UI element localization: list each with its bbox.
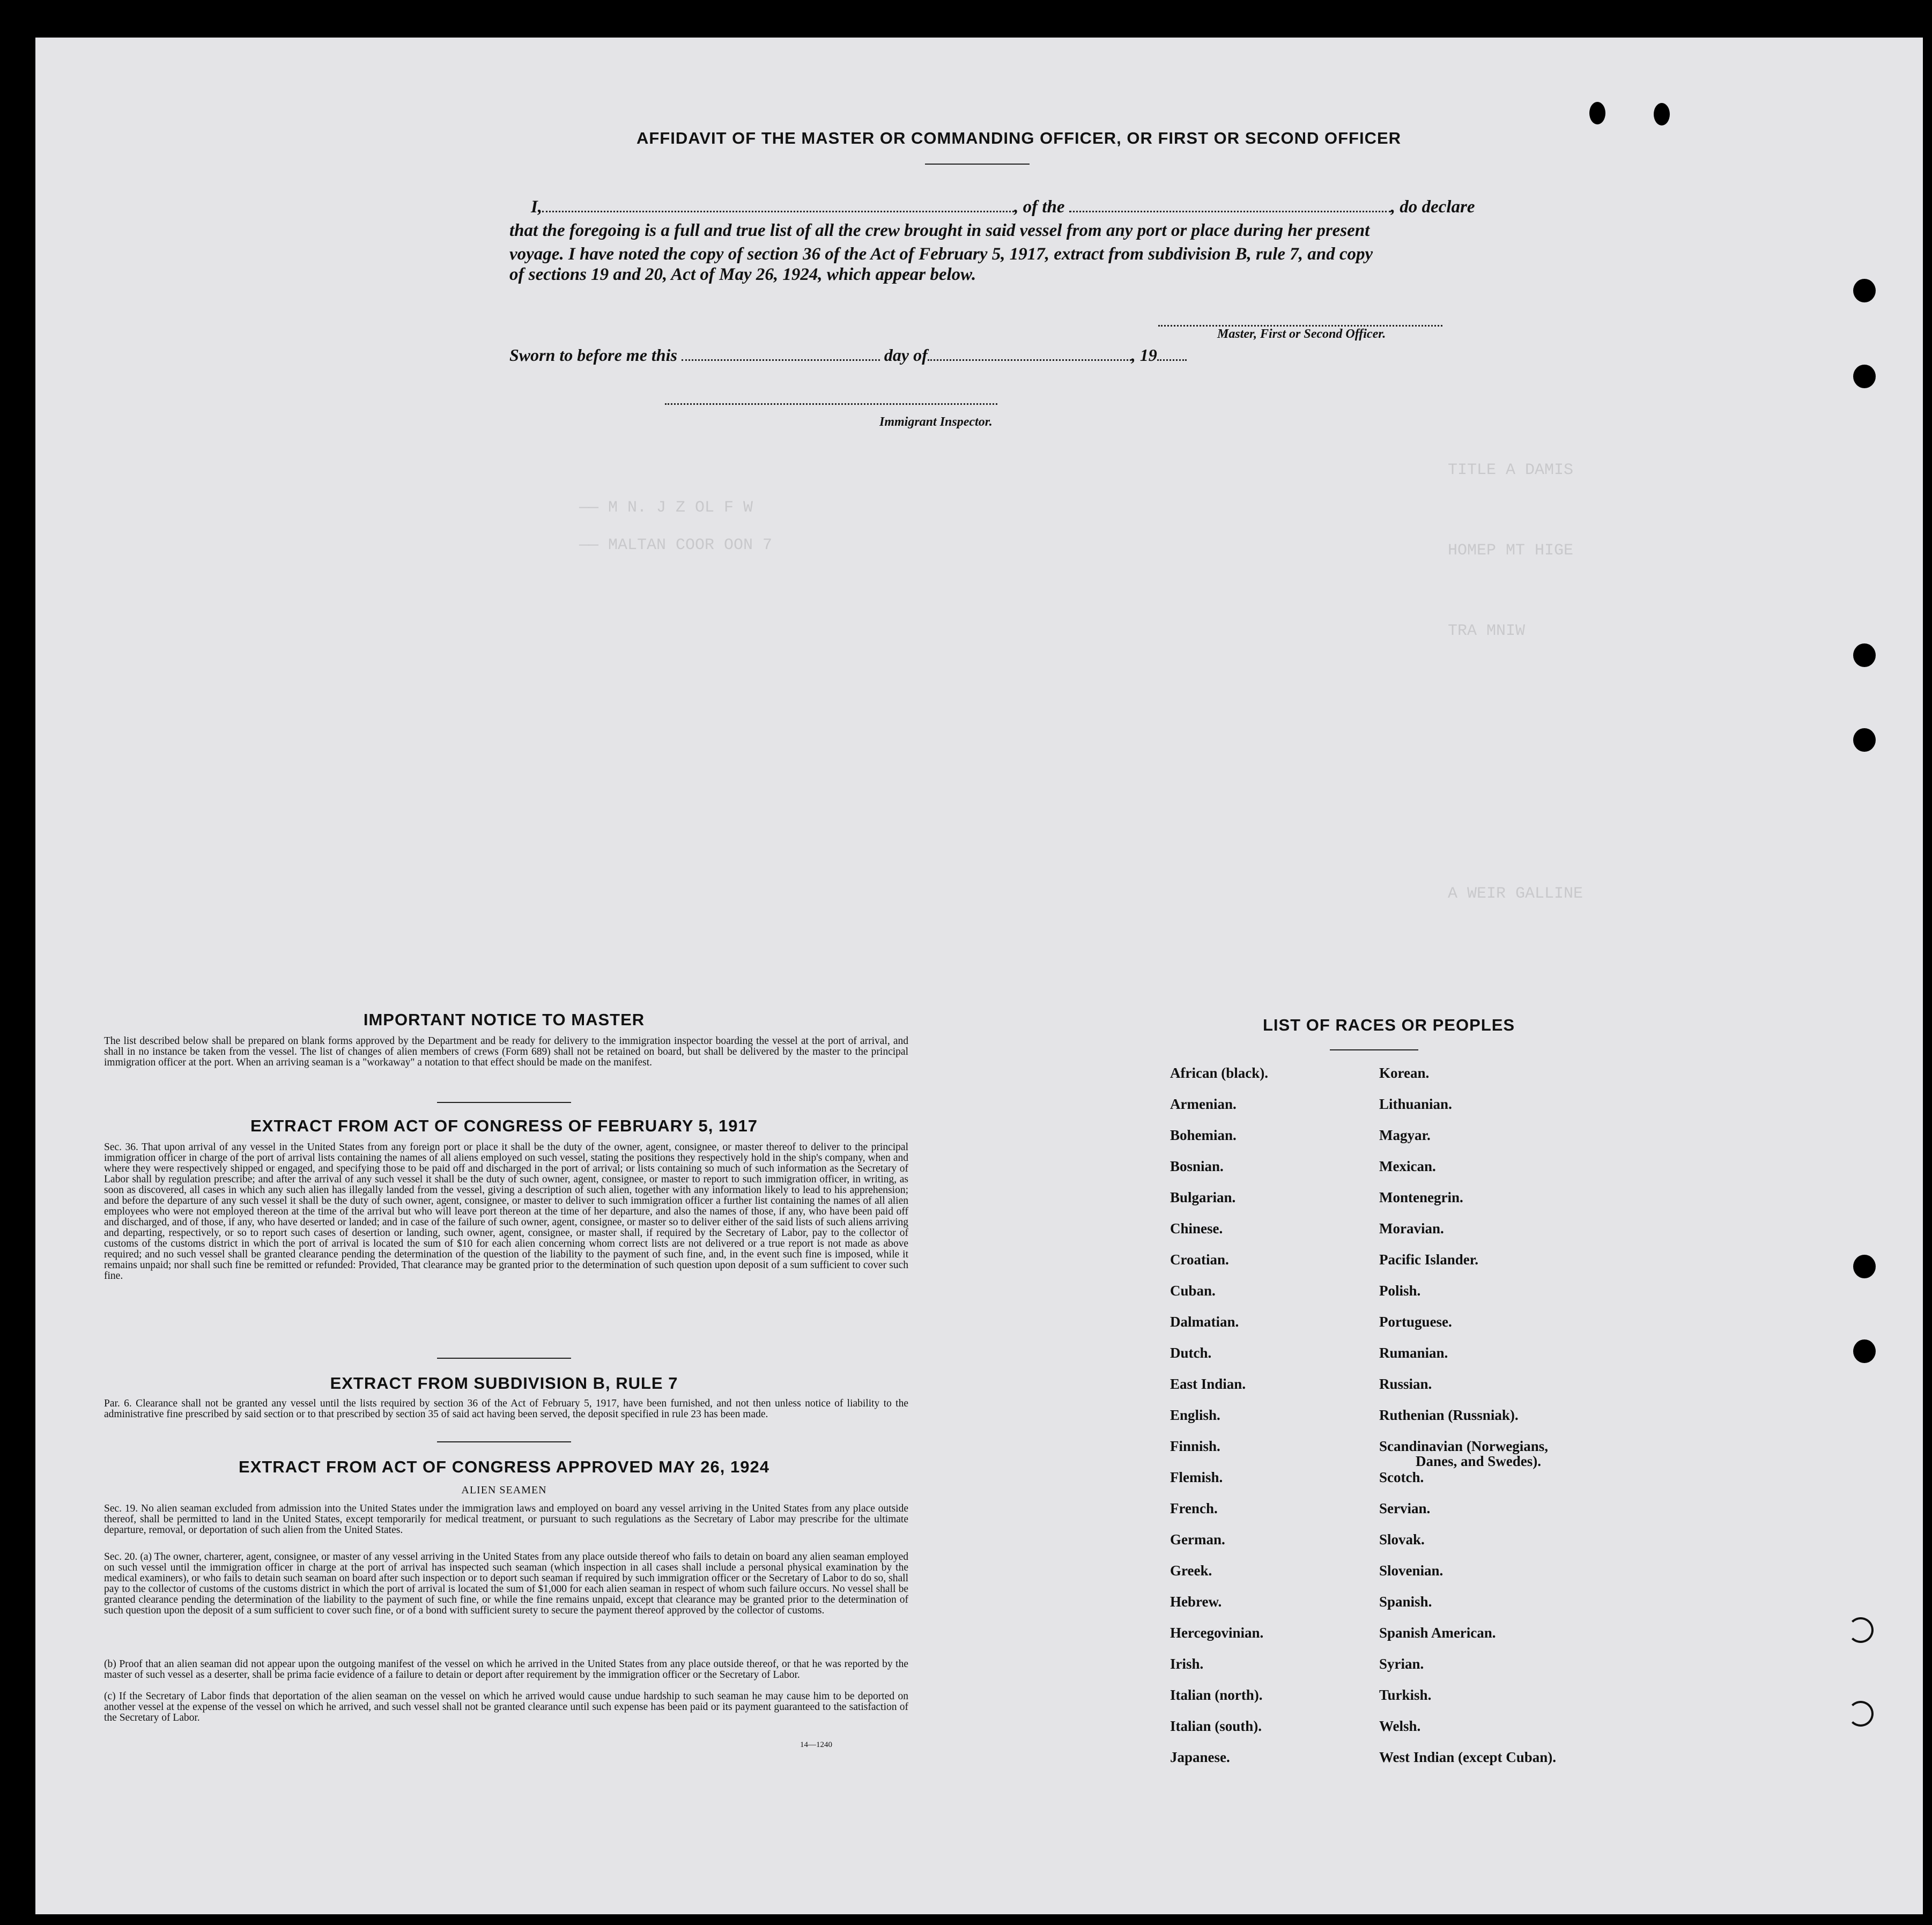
race-item: Turkish. bbox=[1379, 1687, 1432, 1703]
race-item: Scandinavian (Norwegians, bbox=[1379, 1438, 1549, 1454]
extract-1924-title: EXTRACT FROM ACT OF CONGRESS APPROVED MAY 26, 1924 bbox=[239, 1457, 769, 1476]
alien-seamen-subtitle: ALIEN SEAMEN bbox=[461, 1484, 547, 1496]
sworn-year: , 19 bbox=[1131, 345, 1157, 365]
race-item: Slovenian. bbox=[1379, 1563, 1444, 1579]
affidavit-line-4: of sections 19 and 20, Act of May 26, 1924, which appear below. bbox=[509, 265, 976, 284]
punch-hole bbox=[1853, 1255, 1876, 1278]
race-item: Rumanian. bbox=[1379, 1345, 1448, 1361]
document-page bbox=[35, 38, 1923, 1914]
form-number: 14—1240 bbox=[800, 1741, 832, 1749]
race-item: Bohemian. bbox=[1170, 1127, 1237, 1143]
notice-body: The list described below shall be prepared on blank forms approved by the Department and be ready for delivery to the immigration inspector boarding the vessel at the port of arrival, and shall in no instance be taken from the vessel. The list of changes of alien members of crews (Form 689) shall not be retained on board, but shall be delivered by the master to the principal immigration officer at the port. When an arriving seaman is a "workaway" a notation to that effect should be made on the manifest. bbox=[104, 1035, 908, 1068]
race-item: Cuban. bbox=[1170, 1283, 1216, 1299]
race-item: Bulgarian. bbox=[1170, 1189, 1236, 1205]
races-title-underline bbox=[1330, 1049, 1418, 1050]
punch-hole bbox=[1853, 279, 1876, 302]
race-item-continuation: Danes, and Swedes). bbox=[1416, 1453, 1542, 1469]
races-title: LIST OF RACES OR PEOPLES bbox=[1262, 1016, 1515, 1034]
punch-hole bbox=[1853, 365, 1876, 388]
race-item: Armenian. bbox=[1170, 1096, 1237, 1112]
race-item: Japanese. bbox=[1170, 1749, 1230, 1765]
race-item: Italian (north). bbox=[1170, 1687, 1263, 1703]
bleed-through-text: —— MALTAN COOR OON 7 bbox=[579, 536, 773, 554]
race-item: German. bbox=[1170, 1531, 1225, 1548]
bleed-through-text: HOMEP MT HIGE bbox=[1448, 542, 1574, 560]
master-signature-line[interactable] bbox=[1158, 325, 1442, 327]
race-item: Dutch. bbox=[1170, 1345, 1212, 1361]
title-underline bbox=[925, 164, 1030, 165]
affidavit-title: AFFIDAVIT OF THE MASTER OR COMMANDING OFFICER, OR FIRST OR SECOND OFFICER bbox=[636, 129, 1402, 147]
punch-hole-outline bbox=[1848, 1701, 1874, 1727]
race-item: Irish. bbox=[1170, 1656, 1204, 1672]
race-item: Croatian. bbox=[1170, 1252, 1229, 1268]
affidavit-i: I, bbox=[531, 197, 543, 217]
sec-19-text: Sec. 19. No alien seaman excluded from admission into the United States under the immigration laws and employed on board any vessel arriving in the United States from any place outside thereof, shall be permitted to land in the United States, except temporarily for medical treatment, or pursuant to such regulations as the Secretary of Labor may prescribe for the ultimate departure, removal, or deportation of such alien from the United States. bbox=[104, 1503, 908, 1536]
race-item: Magyar. bbox=[1379, 1127, 1431, 1143]
race-item: West Indian (except Cuban). bbox=[1379, 1749, 1557, 1765]
sec-20a-text: Sec. 20. (a) The owner, charterer, agent, consignee, or master of any vessel arriving in the United States from any place outside thereof who fails to detain on board any alien seaman employed on such vessel until the immigration officer in charge at the port of arrival has inspected such seaman (which inspection in all cases shall include a personal physical examination by the medical examiners), or who fails to detain such seaman on board after such inspection or to deport such seaman if required by such immigration officer or the Secretary of Labor to do so, shall pay to the collector of customs of the customs district in which the port of arrival is located the sum of $1,000 for each alien seaman in respect of whom such failure occurs. No vessel shall be granted clearance pending the determination of the liability to the payment of such fine, or while the fine remains unpaid, except that clearance may be granted prior to the determination of such question upon the deposit of a sum sufficient to cover such fine, or of a bond with sufficient surety to secure the payment thereof approved by the collector of customs. bbox=[104, 1551, 908, 1616]
vessel-blank[interactable] bbox=[1069, 211, 1391, 212]
race-item: Pacific Islander. bbox=[1379, 1252, 1478, 1268]
race-item: Mexican. bbox=[1379, 1158, 1436, 1174]
extract-1917-title: EXTRACT FROM ACT OF CONGRESS OF FEBRUARY 5, 1917 bbox=[250, 1116, 758, 1135]
race-item: Servian. bbox=[1379, 1500, 1431, 1516]
race-item: French. bbox=[1170, 1500, 1218, 1516]
master-signature-label: Master, First or Second Officer. bbox=[1217, 327, 1386, 341]
race-item: African (black). bbox=[1170, 1065, 1268, 1081]
race-item: English. bbox=[1170, 1407, 1220, 1423]
affidavit-line-3: voyage. I have noted the copy of section 36 of the Act of February 5, 1917, extract from subdivision B, rule 7, and copy bbox=[509, 245, 1373, 264]
punch-hole bbox=[1853, 728, 1876, 752]
punch-hole bbox=[1853, 1339, 1876, 1363]
race-item: Slovak. bbox=[1379, 1531, 1425, 1548]
race-item: Spanish. bbox=[1379, 1594, 1432, 1610]
race-item: Scotch. bbox=[1379, 1469, 1424, 1485]
race-item: Ruthenian (Russniak). bbox=[1379, 1407, 1519, 1423]
race-item: Polish. bbox=[1379, 1283, 1421, 1299]
sec-20c-text: (c) If the Secretary of Labor finds that deportation of the alien seaman on the vessel on which he arrived would cause undue hardship to such seaman he may cause him to be deported on another vessel at the expense of the vessel on which he arrived, and such vessel shall not be granted clearance until such expense has been paid or its payment guaranteed to the satisfaction of the Secretary of Labor. bbox=[104, 1691, 908, 1723]
sworn-day-of: day of bbox=[884, 345, 928, 365]
race-item: Lithuanian. bbox=[1379, 1096, 1452, 1112]
sworn-day-blank[interactable] bbox=[682, 359, 880, 361]
race-item: Montenegrin. bbox=[1379, 1189, 1463, 1205]
sworn-line bbox=[509, 345, 1187, 365]
race-item: East Indian. bbox=[1170, 1376, 1246, 1392]
affidavit-declare: , do declare bbox=[1390, 197, 1475, 217]
extract-rule7-title: EXTRACT FROM SUBDIVISION B, RULE 7 bbox=[330, 1374, 678, 1393]
name-blank[interactable] bbox=[542, 211, 1014, 212]
race-item: Flemish. bbox=[1170, 1469, 1223, 1485]
race-item: Russian. bbox=[1379, 1376, 1432, 1392]
race-item: Portuguese. bbox=[1379, 1314, 1452, 1330]
race-item: Hebrew. bbox=[1170, 1594, 1222, 1610]
divider bbox=[437, 1441, 571, 1442]
sworn-month-blank[interactable] bbox=[928, 359, 1131, 361]
race-item: Finnish. bbox=[1170, 1438, 1220, 1454]
notice-title: IMPORTANT NOTICE TO MASTER bbox=[363, 1010, 645, 1029]
bleed-through-text: —— M N. J Z OL F W bbox=[579, 499, 753, 517]
divider bbox=[437, 1102, 571, 1103]
affidavit-line-1 bbox=[509, 195, 1501, 219]
sworn-year-blank[interactable] bbox=[1157, 359, 1187, 361]
race-item: Syrian. bbox=[1379, 1656, 1424, 1672]
inspector-label: Immigrant Inspector. bbox=[879, 415, 993, 429]
race-item: Dalmatian. bbox=[1170, 1314, 1239, 1330]
punch-hole-outline bbox=[1848, 1617, 1874, 1643]
race-item: Welsh. bbox=[1379, 1718, 1421, 1734]
extract-rule7-body: Par. 6. Clearance shall not be granted any vessel until the lists required by section 36 of the Act of February 5, 1917, have been furnished, and not then unless notice of liability to the administrative fine prescribed by said section or to that prescribed by section 35 of said act having been served, the deposit specified in rule 23 has been made. bbox=[104, 1398, 908, 1420]
divider bbox=[437, 1358, 571, 1359]
bleed-through-text: TRA MNIW bbox=[1448, 622, 1526, 640]
race-item: Hercegovinian. bbox=[1170, 1625, 1264, 1641]
affidavit-line-2: that the foregoing is a full and true list of all the crew brought in said vessel from any port or place during her present bbox=[509, 221, 1370, 240]
punch-hole bbox=[1589, 102, 1605, 124]
punch-hole bbox=[1654, 103, 1670, 125]
race-item: Spanish American. bbox=[1379, 1625, 1496, 1641]
inspector-signature-line[interactable] bbox=[665, 403, 997, 405]
race-item: Moravian. bbox=[1379, 1220, 1444, 1237]
sworn-prefix: Sworn to before me this bbox=[509, 345, 677, 365]
bleed-through-text: TITLE A DAMIS bbox=[1448, 461, 1574, 479]
race-item: Italian (south). bbox=[1170, 1718, 1262, 1734]
extract-1917-body: Sec. 36. That upon arrival of any vessel in the United States from any foreign port or place it shall be the duty of the owner, agent, consignee, or master thereof to deliver to the principal immigration officer in charge of the port of arrival lists containing the names of all aliens employed on such vessel, stating the positions they respectively hold in the ship's company, when and where they were respectively shipped or engaged, and specifying those to be paid off and discharged in the port of arrival; or lists containing so much of such information as the Secretary of Labor shall by regulation prescribe; and after the arrival of any such vessel it shall be the duty of such owner, agent, consignee, or master to report to such immigration officer, in writing, as soon as discovered, all cases in which any such alien has illegally landed from the vessel, giving a description of such alien, together with any information likely to lead to his apprehension; and before the departure of any such vessel it shall be the duty of such owner, agent, consignee, or master to deliver to such immigration officer a further list containing the names of all alien employees who were not employed thereon at the time of the arrival but who will leave port thereon at the time of her departure, and also the names of those, if any, who have been paid off and discharged, and of those, if any, who have deserted or landed; and in case of the failure of such owner, agent, consignee, or master so to deliver either of the said lists of such aliens arriving and departing, respectively, or so to report such cases of desertion or landing, such owner, agent, consignee, or master shall, if required by the Secretary of Labor, pay to the collector of customs of the customs district in which the port of arrival is located the sum of $10 for each alien concerning whom correct lists are not delivered or a true report is not made as above required; and no such vessel shall be granted clearance pending the determination of the question of the liability to the payment of such fine, and, in the event such fine is imposed, while it remains unpaid; nor shall such fine be remitted or refunded: Provided, That clearance may be granted prior to the determination of such question upon deposit of a sum sufficient to cover such fine. bbox=[104, 1142, 908, 1282]
race-item: Greek. bbox=[1170, 1563, 1212, 1579]
punch-hole bbox=[1853, 643, 1876, 667]
race-item: Korean. bbox=[1379, 1065, 1430, 1081]
race-item: Bosnian. bbox=[1170, 1158, 1224, 1174]
race-item: Chinese. bbox=[1170, 1220, 1223, 1237]
sec-20b-text: (b) Proof that an alien seaman did not appear upon the outgoing manifest of the vessel on which he arrived in the United States from any place outside thereof, or that he was reported by the master of such vessel as a deserter, shall be prima facie evidence of a failure to detain or deport after requirement by the immigration officer or the Secretary of Labor. bbox=[104, 1659, 908, 1680]
affidavit-of-the: , of the bbox=[1014, 197, 1065, 217]
bleed-through-text: A WEIR GALLINE bbox=[1448, 885, 1583, 903]
